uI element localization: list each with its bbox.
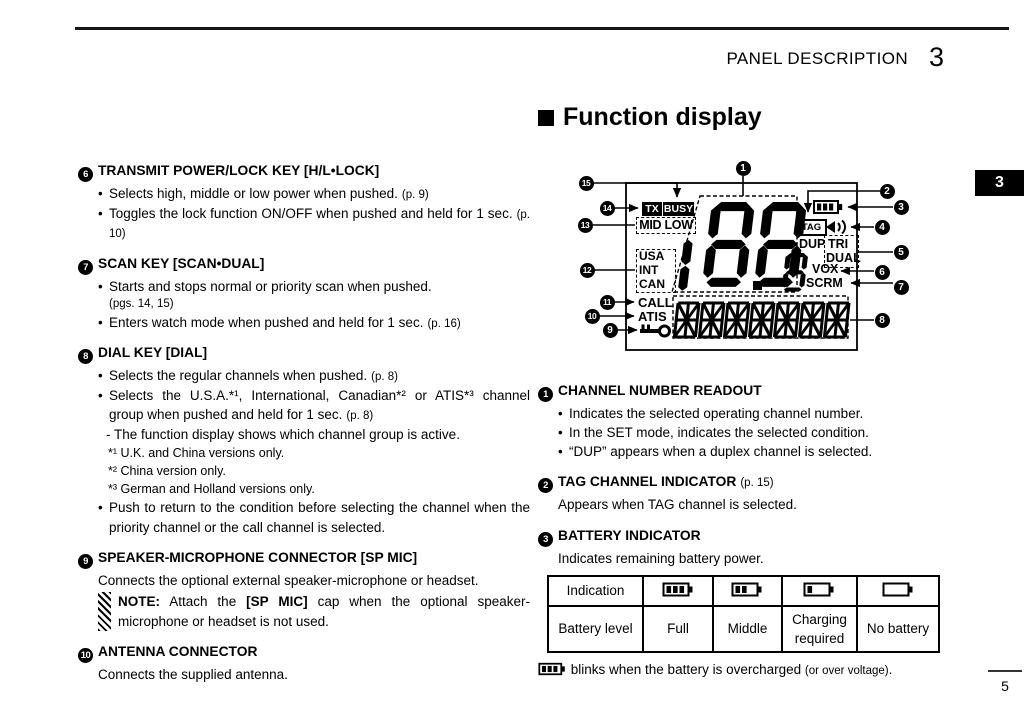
- speaker-icon: [826, 221, 845, 234]
- callout-badge-8: 8: [78, 349, 93, 364]
- footnote-3: *³ German and Holland versions only.: [108, 482, 315, 497]
- page-number: 5: [1001, 678, 1009, 694]
- section-title: SCAN KEY [SCAN•DUAL]: [98, 255, 265, 271]
- bullet-item: • Selects the regular channels when pushed. (p. 8): [78, 366, 530, 386]
- bullet-item: • Starts and stops normal or priority scan when pushed. (pgs. 14, 15): [78, 277, 530, 313]
- section-title: BATTERY INDICATOR: [558, 527, 701, 543]
- section-body: Indicates remaining battery power.: [558, 550, 764, 566]
- call-indicator: CALL: [638, 295, 673, 310]
- left-column: [78, 161, 530, 685]
- alphanumeric-display: [674, 303, 849, 337]
- chapter-number: 3: [929, 42, 945, 72]
- battery-level-table: [547, 575, 940, 653]
- table-header-indication: Indication: [548, 576, 643, 606]
- scrm-indicator: SCRM: [806, 275, 843, 290]
- note-block: NOTE: Attach the [SP MIC] cap when the optional speaker-microphone or headset is not used.: [98, 592, 530, 631]
- callout-15: 15: [579, 176, 594, 191]
- callout-4: 4: [875, 220, 890, 235]
- battery-full-icon: [538, 662, 567, 676]
- dual-indicator: DUAL: [826, 251, 861, 265]
- bullet-item: • Indicates the selected operating channel number.: [538, 404, 940, 423]
- section-heading: [538, 103, 762, 132]
- section-heading-text: Function display: [563, 103, 762, 131]
- table-cell: Charging required: [782, 606, 857, 652]
- black-square-icon: [538, 110, 554, 126]
- section-tag-channel-indicator: 2 TAG CHANNEL INDICATOR (p. 15) Appears when TAG channel is selected.: [538, 472, 940, 514]
- section-antenna-connector: [78, 642, 530, 684]
- table-cell: No battery: [857, 606, 939, 652]
- section-title: DIAL KEY [DIAL]: [98, 345, 208, 361]
- top-rule: [75, 27, 1009, 30]
- section-title: TRANSMIT POWER/LOCK KEY [H/L•LOCK]: [98, 163, 380, 178]
- callout-3: 3: [894, 200, 909, 215]
- callout-11: 11: [600, 295, 615, 310]
- footnote-1: *¹ U.K. and China versions only.: [108, 446, 285, 461]
- busy-indicator: BUSY: [663, 203, 694, 215]
- bullet-item: • Push to return to the condition before selecting the channel when the priority channel or the call channel is selected.: [78, 498, 530, 537]
- mid-low-indicator: MID LOW: [636, 217, 696, 234]
- callout-badge-3: 3: [538, 532, 553, 547]
- callout-badge-10: 10: [78, 648, 93, 663]
- callout-13: 13: [578, 218, 593, 233]
- bullet-item: • In the SET mode, indicates the selected condition.: [538, 423, 940, 442]
- callout-10: 10: [585, 309, 600, 324]
- callout-6: 6: [875, 265, 890, 280]
- bullet-item: • Enters watch mode when pushed and held for 1 sec. (p. 16): [78, 313, 530, 333]
- section-title: CHANNEL NUMBER READOUT: [558, 383, 762, 398]
- atis-indicator: ATIS: [638, 309, 667, 324]
- battery-icon: [814, 201, 842, 213]
- dup-indicator: DUP: [799, 237, 826, 251]
- battery-level-3-icon: [643, 576, 713, 606]
- table-cell: Middle: [713, 606, 782, 652]
- bullet-item: • Selects the U.S.A.*¹, International, Canadian*² or ATIS*³ channel group when pushed and held for 1 sec. (p. 8): [78, 386, 530, 425]
- section-transmit-power-lock-key: [78, 161, 530, 243]
- battery-footnote: blinks when the battery is overcharged (or over voltage).: [538, 660, 940, 679]
- callout-badge-1: 1: [538, 387, 553, 402]
- table-header-battery-level: Battery level: [548, 606, 643, 652]
- callout-5: 5: [894, 245, 909, 260]
- battery-level-0-icon: [857, 576, 939, 606]
- section-body: Connects the optional external speaker-microphone or headset.: [98, 573, 479, 589]
- section-title: SPEAKER-MICROPHONE CONNECTOR [SP MIC]: [98, 550, 418, 566]
- vox-indicator: VOX: [812, 262, 839, 276]
- key-lock-icon: [640, 325, 670, 337]
- section-body: Appears when TAG channel is selected.: [558, 497, 797, 513]
- bullet-item: • “DUP” appears when a duplex channel is selected.: [538, 442, 940, 461]
- section-channel-number-readout: [538, 381, 940, 461]
- section-title: ANTENNA CONNECTOR: [98, 644, 258, 660]
- footnote-2: *² China version only.: [108, 464, 226, 479]
- table-cell: Full: [643, 606, 713, 652]
- callout-14: 14: [600, 201, 615, 216]
- channel-group-indicator: USA INT CAN: [636, 249, 676, 293]
- section-scan-key: [78, 254, 530, 333]
- tx-indicator: TX: [642, 202, 662, 216]
- function-display-diagram: [560, 152, 920, 364]
- section-battery-indicator: [538, 526, 940, 679]
- sub-note: - The function display shows which channel group is active.: [106, 426, 460, 442]
- callout-badge-7: 7: [78, 260, 93, 275]
- callout-2: 2: [880, 184, 895, 199]
- battery-level-1-icon: [782, 576, 857, 606]
- running-header: PANEL DESCRIPTION: [726, 49, 908, 68]
- chapter-tab: 3: [975, 170, 1024, 196]
- bullet-item: • Toggles the lock function ON/OFF when pushed and held for 1 sec. (p. 10): [78, 204, 530, 243]
- callout-9: 9: [603, 323, 618, 338]
- callout-badge-2: 2: [538, 478, 553, 493]
- callout-1: 1: [736, 161, 751, 176]
- bullet-item: • Selects high, middle or low power when pushed. (p. 9): [78, 184, 530, 204]
- callout-12: 12: [580, 263, 595, 278]
- footer-rule: [988, 670, 1022, 672]
- callout-badge-6: 6: [78, 167, 93, 182]
- callout-7: 7: [894, 280, 909, 295]
- tag-indicator: TAG: [796, 219, 827, 236]
- callout-8: 8: [875, 313, 890, 328]
- right-column: [538, 381, 940, 679]
- section-body: Connects the supplied antenna.: [98, 667, 288, 683]
- section-speaker-mic-connector: [78, 548, 530, 631]
- section-dial-key: [78, 343, 530, 537]
- section-title: TAG CHANNEL INDICATOR: [558, 474, 737, 490]
- hatch-stripes-icon: [98, 592, 111, 631]
- callout-badge-9: 9: [78, 554, 93, 569]
- battery-level-2-icon: [713, 576, 782, 606]
- tri-indicator: TRI: [828, 236, 849, 251]
